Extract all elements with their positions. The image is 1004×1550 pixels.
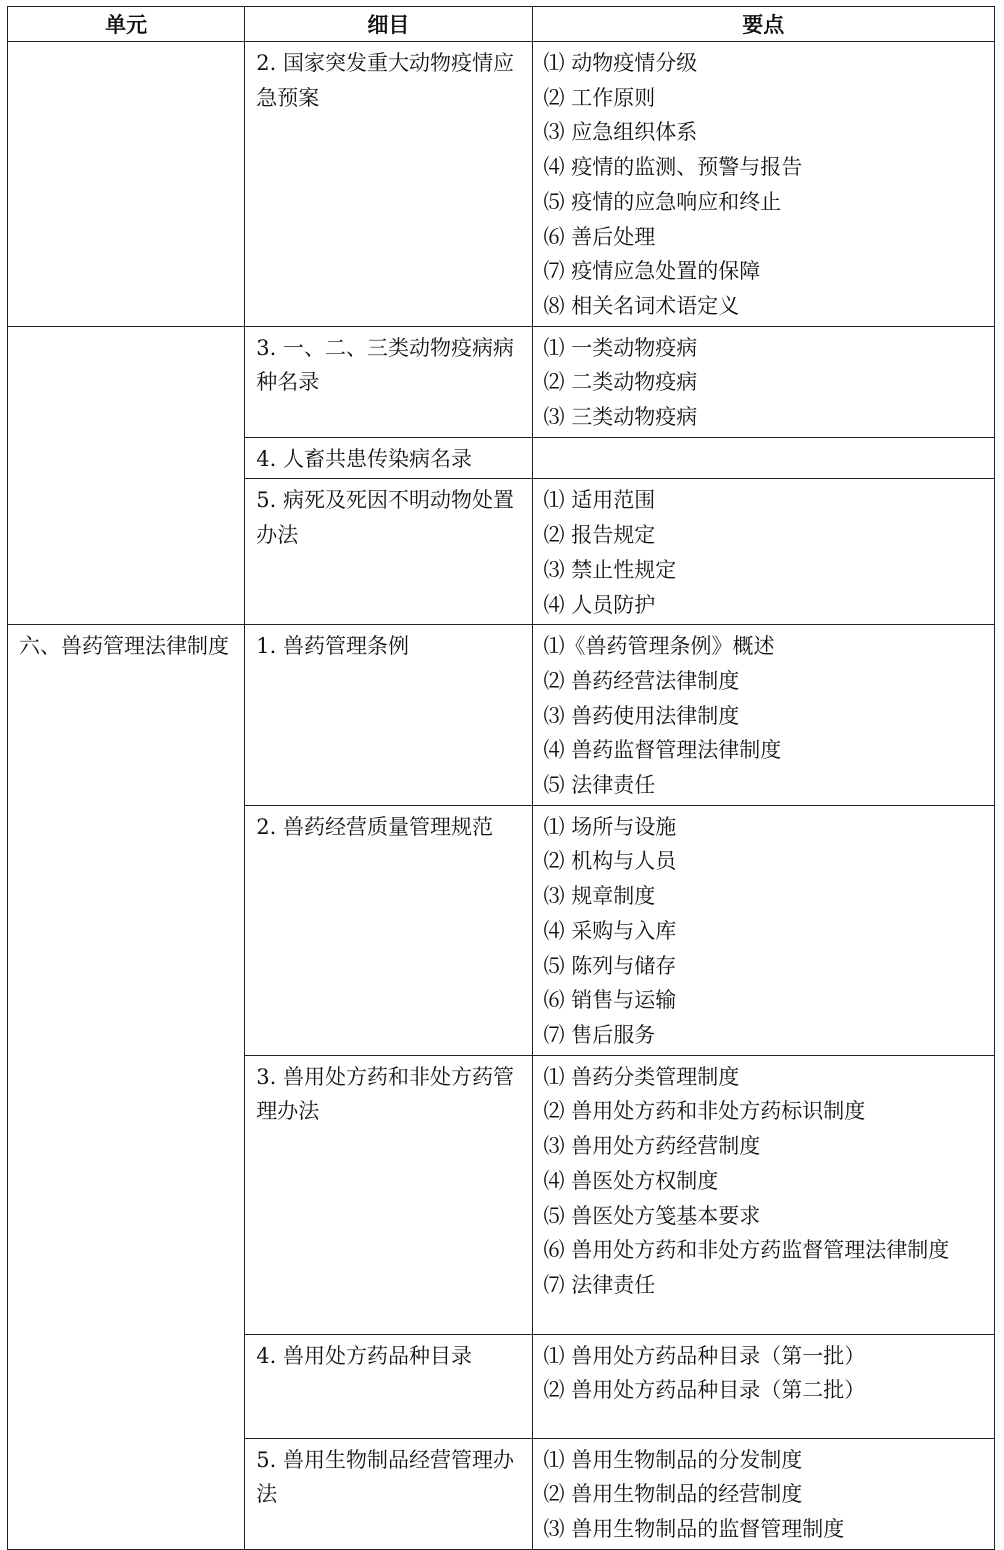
unit-cell <box>8 42 245 327</box>
points-cell <box>532 479 994 625</box>
header-points: 要点 <box>532 7 994 42</box>
points-cell <box>532 805 994 1055</box>
point-item: ⑸ 兽医处方笺基本要求 <box>543 1203 761 1228</box>
header-unit: 单元 <box>8 7 245 42</box>
point-item: ⑶ 三类动物疫病 <box>543 405 698 430</box>
point-item: ⑷ 兽医处方权制度 <box>543 1168 719 1193</box>
table-row <box>8 326 995 437</box>
table-row <box>8 625 995 806</box>
point-item: ⑵ 二类动物疫病 <box>543 370 698 395</box>
point-item: ⑴ 场所与设施 <box>543 814 677 839</box>
point-item: ⑹ 销售与运输 <box>543 988 677 1013</box>
points-cell <box>532 625 994 806</box>
point-item: ⑷ 人员防护 <box>543 592 656 617</box>
point-item: ⑶ 应急组织体系 <box>543 120 698 145</box>
point-item: ⑷ 兽药监督管理法律制度 <box>543 738 782 763</box>
point-item: ⑻ 相关名词术语定义 <box>543 293 740 318</box>
point-item: ⑴ 动物疫情分级 <box>543 51 698 75</box>
point-item: ⑶ 兽用处方药经营制度 <box>543 1134 761 1159</box>
point-item: ⑵ 工作原则 <box>543 85 656 110</box>
point-item: ⑺ 法律责任 <box>543 1272 656 1297</box>
point-item: ⑸ 法律责任 <box>543 773 656 798</box>
table-row <box>8 42 995 327</box>
point-item: ⑵ 兽用生物制品的经营制度 <box>543 1482 803 1507</box>
header-detail: 细目 <box>245 7 532 42</box>
point-item: ⑴ 兽用生物制品的分发制度 <box>543 1447 803 1472</box>
detail-cell: 5. 兽用生物制品经营管理办法 <box>245 1438 532 1549</box>
points-cell <box>532 42 994 327</box>
point-item: ⑶ 兽药使用法律制度 <box>543 703 740 728</box>
point-item: ⑵ 兽用处方药和非处方药标识制度 <box>543 1099 866 1124</box>
detail-cell: 2. 国家突发重大动物疫情应急预案 <box>245 42 532 327</box>
points-cell <box>532 1334 994 1438</box>
point-item: ⑸ 疫情的应急响应和终止 <box>543 189 782 214</box>
unit-cell <box>8 326 245 625</box>
point-item: ⑷ 疫情的监测、预警与报告 <box>543 155 803 180</box>
point-item: ⑴ 一类动物疫病 <box>543 335 698 360</box>
point-item: ⑵ 机构与人员 <box>543 849 677 874</box>
point-item: ⑶ 禁止性规定 <box>543 557 677 582</box>
point-item: ⑶ 规章制度 <box>543 884 656 909</box>
detail-cell: 5. 病死及死因不明动物处置办法 <box>245 479 532 625</box>
point-item: ⑴ 适用范围 <box>543 488 656 513</box>
points-cell <box>532 437 994 479</box>
point-item: ⑴《兽药管理条例》概述 <box>543 634 775 659</box>
point-item: ⑺ 售后服务 <box>543 1022 656 1047</box>
point-item: ⑺ 疫情应急处置的保障 <box>543 259 761 284</box>
detail-cell: 3. 一、二、三类动物疫病病种名录 <box>245 326 532 437</box>
syllabus-table <box>7 6 995 1550</box>
point-item: ⑵ 报告规定 <box>543 523 656 548</box>
point-item: ⑶ 兽用生物制品的监督管理制度 <box>543 1517 845 1542</box>
point-item: ⑸ 陈列与储存 <box>543 953 677 978</box>
detail-cell: 2. 兽药经营质量管理规范 <box>245 805 532 1055</box>
detail-cell: 4. 兽用处方药品种目录 <box>245 1334 532 1438</box>
point-item: ⑵ 兽用处方药品种目录（第二批） <box>543 1378 866 1403</box>
detail-cell: 4. 人畜共患传染病名录 <box>245 437 532 479</box>
point-item: ⑴ 兽用处方药品种目录（第一批） <box>543 1343 866 1368</box>
point-item: ⑵ 兽药经营法律制度 <box>543 668 740 693</box>
point-item: ⑹ 兽用处方药和非处方药监督管理法律制度 <box>543 1238 950 1263</box>
detail-cell: 3. 兽用处方药和非处方药管理办法 <box>245 1055 532 1334</box>
header-row <box>8 7 995 42</box>
points-cell <box>532 1055 994 1334</box>
points-cell <box>532 1438 994 1549</box>
point-item: ⑹ 善后处理 <box>543 224 656 249</box>
points-cell <box>532 326 994 437</box>
unit-cell: 六、兽药管理法律制度 <box>8 625 245 1550</box>
detail-cell: 1. 兽药管理条例 <box>245 625 532 806</box>
point-item: ⑷ 采购与入库 <box>543 918 677 943</box>
point-item: ⑴ 兽药分类管理制度 <box>543 1064 740 1089</box>
